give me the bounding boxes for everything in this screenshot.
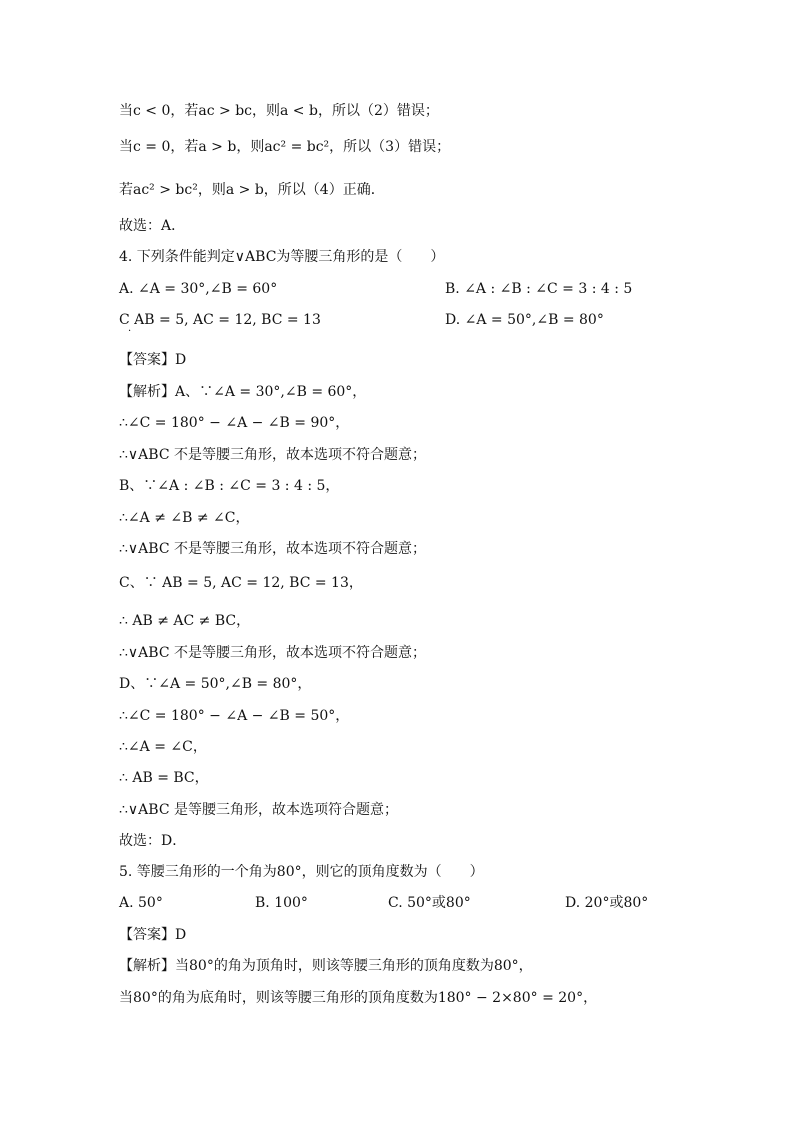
- q5-option-c: C. 50°或80°: [388, 895, 471, 911]
- text-line: 【解析】A、∵∠A = 30°,∠B = 60°，: [119, 384, 367, 400]
- text-line: 【解析】当80°的角为顶角时，则该等腰三角形的顶角度数为80°，: [119, 958, 533, 974]
- text-line: C、∵ AB = 5, AC = 12, BC = 13，: [119, 575, 363, 591]
- text-line: 故选：D．: [119, 833, 187, 849]
- text-line: ∴∠C = 180° − ∠A − ∠B = 50°，: [119, 708, 350, 724]
- q5-option-a: A. 50°: [119, 895, 163, 911]
- q4-option-d: D. ∠A = 50°,∠B = 80°: [445, 312, 604, 328]
- text-line: 当c = 0，若a > b，则ac² = bc²，所以（3）错误；: [119, 139, 451, 155]
- text-line: D、∵∠A = 50°,∠B = 80°，: [119, 676, 312, 692]
- question-4-stem: 4. 下列条件能判定∨ABC为等腰三角形的是（ ）: [119, 249, 445, 265]
- text-line: 故选：A．: [119, 218, 186, 234]
- text-line: ∴ AB ≠ AC ≠ BC，: [119, 613, 251, 629]
- q4-option-a: A. ∠A = 30°,∠B = 60°: [119, 281, 278, 297]
- q4-answer: 【答案】D: [119, 352, 187, 368]
- text-line: ∴∨ABC 是等腰三角形，故本选项符合题意；: [119, 802, 398, 818]
- q5-option-d: D. 20°或80°: [565, 895, 649, 911]
- text-line: ∴∨ABC 不是等腰三角形，故本选项不符合题意；: [119, 447, 426, 463]
- text-line: 当80°的角为底角时，则该等腰三角形的顶角度数为180° − 2×80° = 20°，: [119, 990, 598, 1006]
- text-line: ∴∠A = ∠C，: [119, 739, 207, 755]
- text-line: 若ac² > bc²，则a > b，所以（4）正确．: [119, 182, 385, 198]
- text-line: ∴∠C = 180° − ∠A − ∠B = 90°，: [119, 415, 350, 431]
- question-5-stem: 5. 等腰三角形的一个角为80°，则它的顶角度数为（ ）: [119, 864, 484, 880]
- q4-option-c: C AB = 5, AC = 12, BC = 13: [119, 312, 321, 328]
- text-line: ∴∠A ≠ ∠B ≠ ∠C，: [119, 510, 250, 526]
- q5-option-b: B. 100°: [255, 895, 308, 911]
- text-line: ∴∨ABC 不是等腰三角形，故本选项不符合题意；: [119, 541, 426, 557]
- q4-option-b: B. ∠A : ∠B : ∠C = 3 : 4 : 5: [445, 281, 633, 297]
- text-line: ∴∨ABC 不是等腰三角形，故本选项不符合题意；: [119, 645, 426, 661]
- stray-dot: ·: [128, 326, 132, 337]
- q5-answer: 【答案】D: [119, 927, 187, 943]
- text-line: ∴ AB = BC，: [119, 770, 209, 786]
- text-line: 当c < 0，若ac > bc，则a < b，所以（2）错误；: [119, 103, 439, 119]
- text-line: B、∵∠A : ∠B : ∠C = 3 : 4 : 5，: [119, 478, 340, 494]
